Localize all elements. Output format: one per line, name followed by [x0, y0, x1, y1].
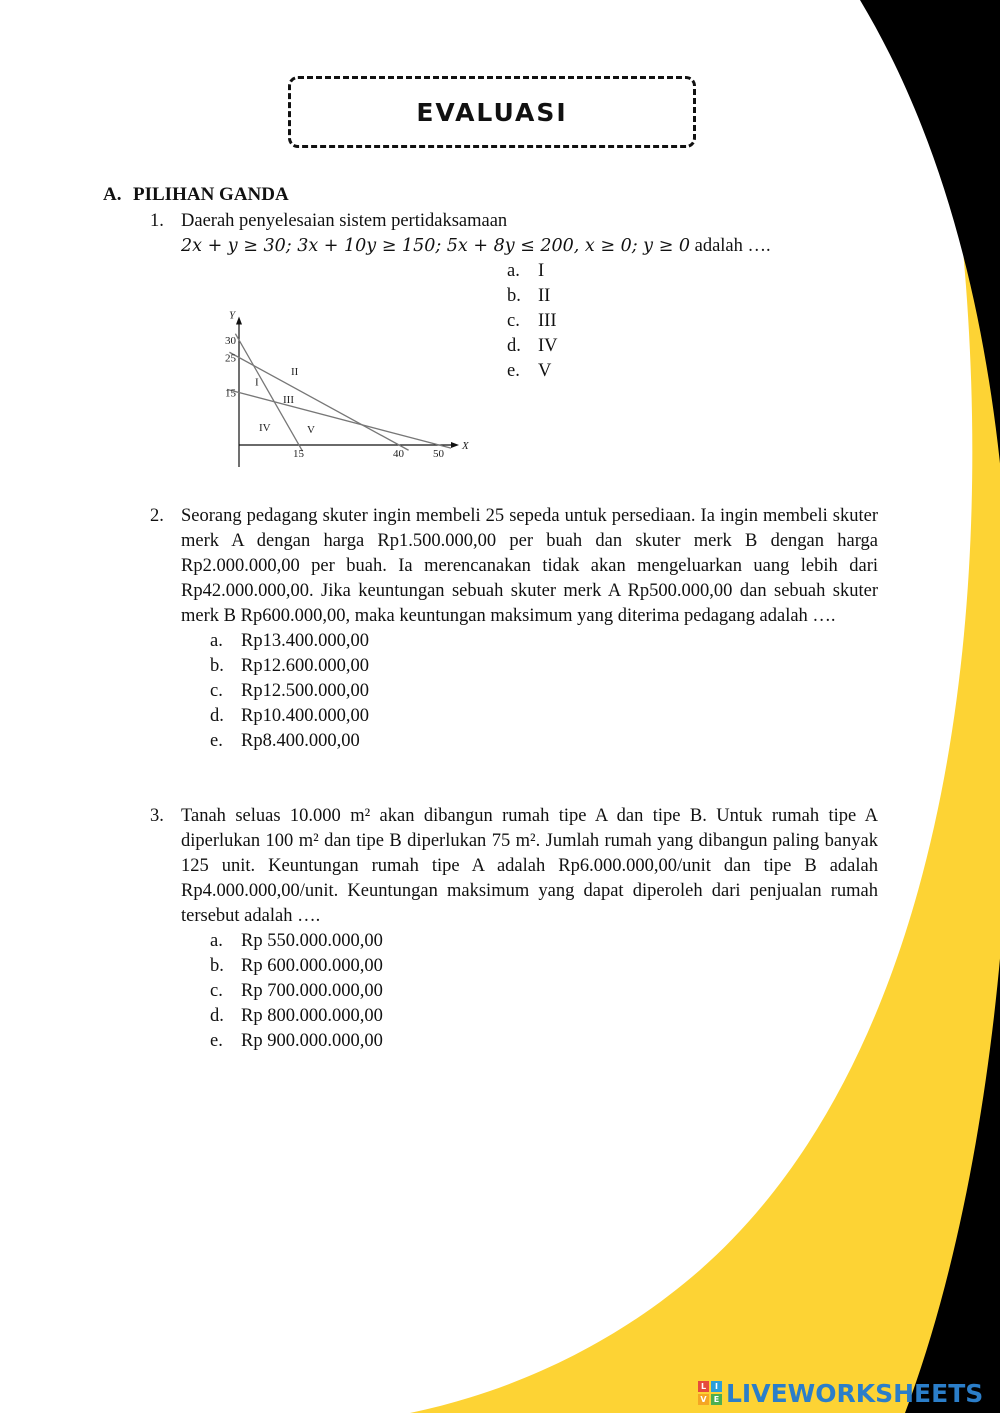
option-letter: d.	[210, 706, 224, 726]
logo-mark-icon: L I V E	[698, 1381, 722, 1405]
option-text: Rp10.400.000,00	[241, 706, 369, 726]
y-axis-label: Y	[229, 309, 236, 322]
option-text: Rp 550.000.000,00	[241, 931, 383, 951]
option-text: Rp12.500.000,00	[241, 681, 369, 701]
region-label: III	[283, 394, 294, 406]
option-b[interactable]	[507, 284, 558, 309]
option-a[interactable]	[210, 929, 878, 954]
x-tick-label: 50	[433, 448, 444, 460]
section-heading	[103, 184, 289, 206]
question-3	[150, 804, 878, 1054]
option-text: Rp 800.000.000,00	[241, 1006, 383, 1026]
option-e[interactable]	[507, 359, 558, 384]
question-number: 1.	[150, 211, 164, 231]
options-list	[210, 629, 878, 754]
question-number: 3.	[150, 806, 164, 826]
option-text: IV	[538, 336, 558, 356]
page-title: EVALUASI	[416, 97, 568, 127]
x-axis-label: X	[462, 440, 469, 452]
logo-text: LIVEWORKSHEETS	[726, 1378, 984, 1408]
options-list	[507, 259, 558, 384]
option-a[interactable]	[210, 629, 878, 654]
y-tick-label: 30	[225, 335, 236, 347]
option-e[interactable]	[210, 1029, 878, 1054]
question-text: Seorang pedagang skuter ingin membeli 25 sepeda untuk persediaan. Ia ingin membeli skuter merk A dengan harga Rp1.500.000,00 per buah dan skuter merk B dengan harga Rp2.000.000,00 per buah. Ia merencanakan tidak akan mengeluarkan uang lebih dari Rp42.000.000,00. Jika keuntungan sebuah skuter merk A Rp500.000,00 dan sebuah skuter merk B Rp600.000,00, maka keuntungan maksimum yang diterima pedagang adalah ….	[181, 506, 878, 626]
option-d[interactable]	[210, 704, 878, 729]
option-d[interactable]	[507, 334, 558, 359]
option-text: Rp 600.000.000,00	[241, 956, 383, 976]
liveworksheets-logo[interactable]	[698, 1378, 983, 1408]
option-letter: a.	[210, 931, 223, 951]
option-letter: e.	[210, 731, 223, 751]
option-b[interactable]	[210, 954, 878, 979]
option-c[interactable]	[507, 309, 558, 334]
region-label: II	[291, 366, 299, 378]
option-d[interactable]	[210, 1004, 878, 1029]
option-letter: c.	[210, 981, 223, 1001]
question-2	[150, 504, 878, 754]
options-list	[210, 929, 878, 1054]
option-letter: b.	[210, 656, 224, 676]
question-text: Daerah penyelesaian sistem pertidaksamaan	[181, 211, 508, 231]
option-a[interactable]	[507, 259, 558, 284]
option-text: Rp8.400.000,00	[241, 731, 360, 751]
option-text: Rp 900.000.000,00	[241, 1031, 383, 1051]
option-text: Rp13.400.000,00	[241, 631, 369, 651]
x-axis-arrow	[451, 442, 459, 448]
option-letter: a.	[507, 261, 520, 281]
region-label: V	[307, 423, 315, 436]
feasible-region-graph	[215, 275, 469, 470]
region-label: IV	[259, 422, 271, 434]
option-letter: d.	[210, 1006, 224, 1026]
title-frame	[288, 76, 696, 148]
option-letter: c.	[507, 311, 520, 331]
option-text: Rp 700.000.000,00	[241, 981, 383, 1001]
y-axis-arrow	[236, 317, 242, 325]
option-text: Rp12.600.000,00	[241, 656, 369, 676]
inequality-system: 2x + y ≥ 30; 3x + 10y ≥ 150; 5x + 8y ≤ 200, x ≥ 0; y ≥ 0	[181, 236, 690, 256]
series-line-2	[227, 389, 451, 448]
option-letter: d.	[507, 336, 521, 356]
option-text: III	[538, 311, 557, 331]
option-c[interactable]	[210, 979, 878, 1004]
option-letter: c.	[210, 681, 223, 701]
section-letter: A.	[103, 184, 122, 205]
option-letter: e.	[210, 1031, 223, 1051]
option-letter: e.	[507, 361, 520, 381]
x-tick-label: 15	[293, 448, 304, 460]
question-text: Tanah seluas 10.000 m² akan dibangun rumah tipe A dan tipe B. Untuk rumah tipe A diperlukan 100 m² dan tipe B diperlukan 75 m². Jumlah rumah yang dibangun paling banyak 125 unit. Keuntungan rumah tipe A adalah Rp6.000.000,00/unit dan tipe B adalah Rp4.000.000,00/unit. Keuntungan maksimum yang dapat diperoleh dari penjualan rumah tersebut adalah ….	[181, 806, 878, 926]
y-tick-label: 15	[225, 387, 236, 400]
option-letter: a.	[210, 631, 223, 651]
option-text: II	[538, 286, 551, 306]
y-tick-label: 25	[225, 352, 236, 365]
question-suffix: adalah ….	[689, 236, 771, 256]
option-text: I	[538, 261, 545, 281]
option-text: V	[538, 361, 552, 381]
option-letter: b.	[507, 286, 521, 306]
option-e[interactable]	[210, 729, 878, 754]
section-title: PILIHAN GANDA	[133, 184, 289, 205]
x-tick-label: 40	[393, 448, 404, 460]
option-b[interactable]	[210, 654, 878, 679]
question-number: 2.	[150, 506, 164, 526]
option-c[interactable]	[210, 679, 878, 704]
question-math-line	[181, 234, 790, 259]
option-letter: b.	[210, 956, 224, 976]
region-label: I	[255, 376, 259, 389]
series-line-3	[229, 352, 408, 450]
